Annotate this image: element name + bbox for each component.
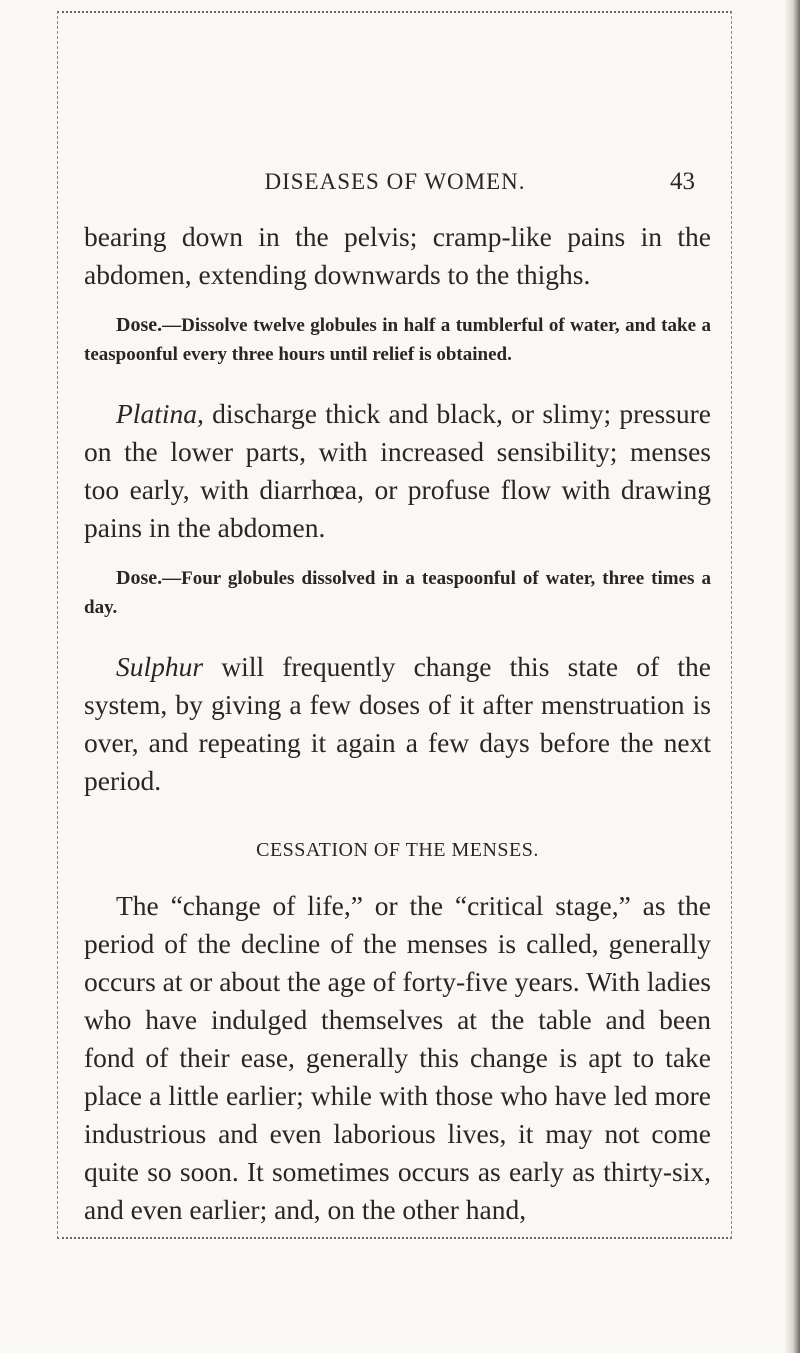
page-body [84,218,711,1229]
remedy-name: Platina, [116,398,204,429]
paragraph-text: discharge thick and black, or slimy; pressure on the lower parts, with increased sensibility; menses too early, with diarrhœa, or profuse flow with drawing pains in the abdomen. [84,398,711,543]
dose-label: Dose. [116,567,163,589]
dose-instruction [84,311,711,369]
dose-label: Dose. [116,314,163,336]
dose-text: —Four globules dissolved in a teaspoonful of water, three times a day. [84,568,711,618]
page-number: 43 [670,168,695,195]
paragraph-platina [84,395,711,547]
remedy-name: Sulphur [116,651,204,682]
paragraph-text: will frequently change this state of the system, by giving a few doses of it after menstruation is over, and repeating it again a few days before the next period. [84,651,711,796]
scan-edge-shadow [784,0,800,1353]
running-head: DISEASES OF WOMEN. [264,169,526,194]
section-heading: CESSATION OF THE MENSES. [256,839,539,861]
page-header [95,162,695,202]
dose-instruction [84,564,711,622]
paragraph-continuation: bearing down in the pelvis; cramp-like pains in the abdomen, extending downwards to the thighs. [84,221,711,290]
dose-text: —Dissolve twelve globules in half a tumblerful of water, and take a teaspoonful every three hours until relief is obtained. [84,315,711,365]
paragraph-sulphur [84,648,711,800]
paragraph-cessation: The “change of life,” or the “critical stage,” as the period of the decline of the menses is called, generally occurs at or about the age of forty-five years. With ladies who have indulged themselves at the table and been fond of their ease, generally this change is apt to take place a little earlier; while with those who have led more industrious and even laborious lives, it may not come quite so soon. It sometimes occurs as early as thirty-six, and even earlier; and, on the other hand, [84,890,711,1225]
